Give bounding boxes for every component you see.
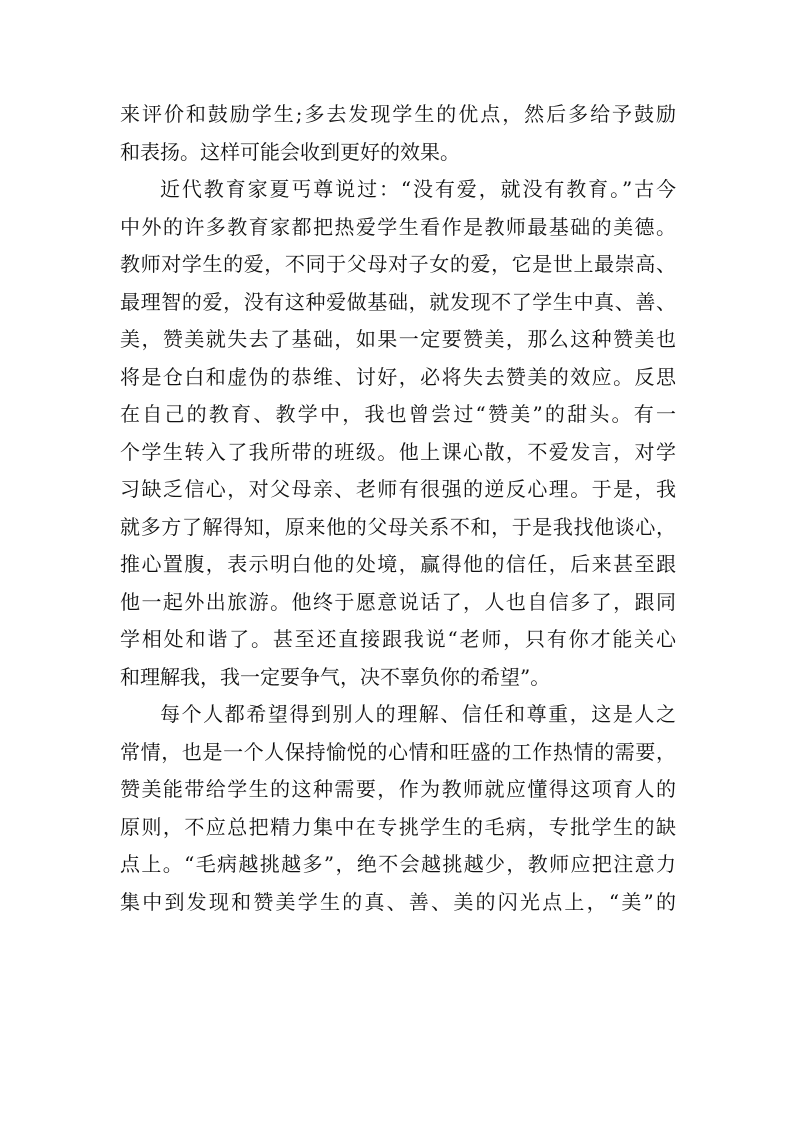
text-line: 就多方了解得知，原来他的父母关系不和，于是我找他谈心，: [120, 514, 676, 539]
body-text: [120, 96, 676, 921]
text-line: 点上。“毛病越挑越多”，绝不会越挑越少，教师应把注意力: [120, 852, 676, 876]
text-line: 将是仓白和虚伪的恭维、讨好，必将失去赞美的效应。反思: [120, 364, 676, 389]
text-line: 集中到发现和赞美学生的真、善、美的闪光点上，“美”的: [120, 889, 676, 914]
text-line: 赞美能带给学生的这种需要，作为教师就应懂得这项育人的: [120, 777, 676, 801]
text-line: 推心置腹，表示明白他的处境，赢得他的信任，后来甚至跟: [120, 552, 676, 576]
text-line: 原则，不应总把精力集中在专挑学生的毛病，专批学生的缺: [120, 814, 676, 839]
text-line: 最理智的爱，没有这种爱做基础，就发现不了学生中真、善、: [120, 289, 676, 314]
text-line: 每个人都希望得到别人的理解、信任和尊重，这是人之: [160, 702, 676, 726]
text-line: 在自己的教育、教学中，我也曾尝过“赞美”的甜头。有一: [120, 402, 676, 426]
text-line: 个学生转入了我所带的班级。他上课心散，不爱发言，对学: [120, 439, 676, 464]
text-line: 美，赞美就失去了基础，如果一定要赞美，那么这种赞美也: [120, 327, 676, 351]
text-line: 学相处和谐了。甚至还直接跟我说“老师，只有你才能关心: [120, 627, 676, 651]
text-line: 来评价和鼓励学生;多去发现学生的优点，然后多给予鼓励: [120, 102, 676, 126]
text-line: 和理解我，我一定要争气，决不辜负你的希望”。: [120, 664, 551, 689]
text-line: 和表扬。这样可能会收到更好的效果。: [120, 139, 460, 164]
text-line: 常情，也是一个人保持愉悦的心情和旺盛的工作热情的需要，: [120, 739, 676, 764]
text-line: 中外的许多教育家都把热爱学生看作是教师最基础的美德。: [120, 214, 676, 239]
text-line: 教师对学生的爱，不同于父母对子女的爱，它是世上最崇高、: [120, 252, 676, 276]
text-line: 习缺乏信心，对父母亲、老师有很强的逆反心理。于是，我: [120, 477, 676, 501]
text-line: 近代教育家夏丐尊说过：“没有爱，就没有教育。”古今: [160, 177, 676, 201]
text-line: 他一起外出旅游。他终于愿意说话了，人也自信多了，跟同: [120, 589, 676, 614]
